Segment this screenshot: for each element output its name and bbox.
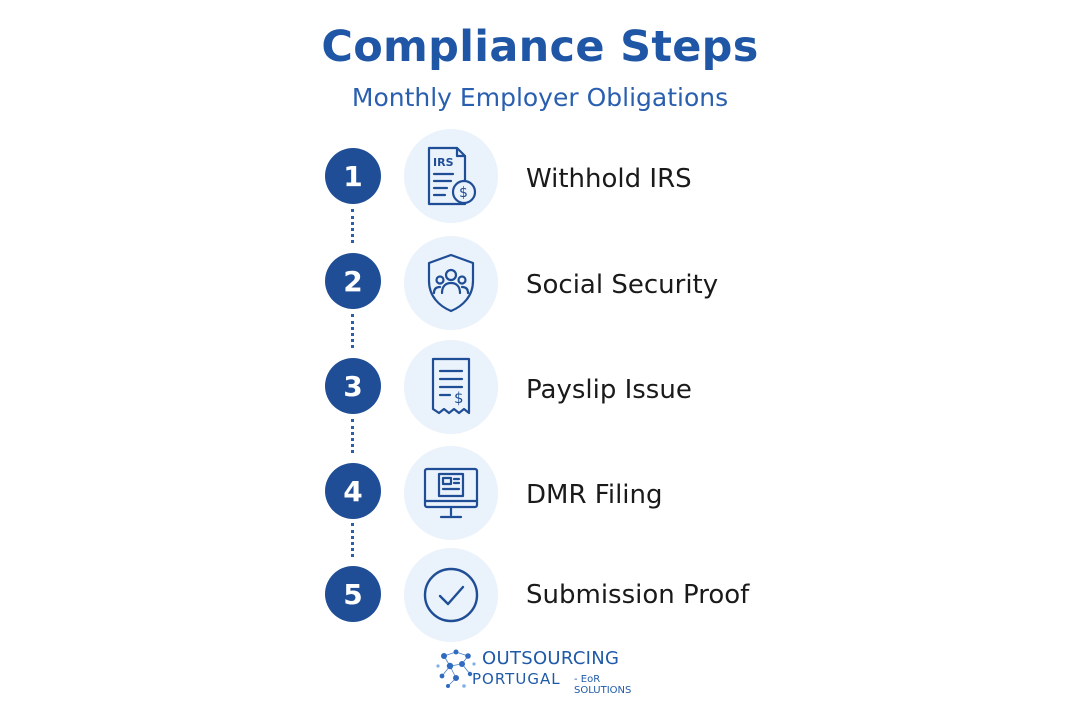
step-number-1: 1 [325,148,381,204]
step-number-5: 5 [325,566,381,622]
step-number-3: 3 [325,358,381,414]
step-connector [351,419,354,453]
step-icon-container-2 [404,236,498,330]
logo-text-outsourcing: OUTSOURCING [482,648,620,669]
shield-people-icon [419,251,483,315]
check-circle-icon [419,563,483,627]
step-label-5: Submission Proof [526,580,750,610]
step-icon-container-1 [404,129,498,223]
step-number-4: 4 [325,463,381,519]
svg-text:$: $ [459,185,468,201]
step-icon-container-4 [404,446,498,540]
step-number-2: 2 [325,253,381,309]
logo-text-eor: - EoR SOLUTIONS [574,674,632,696]
step-label-2: Social Security [526,270,719,300]
step-icon-container-3 [404,340,498,434]
page-subtitle: Monthly Employer Obligations [351,83,729,112]
receipt-icon [419,355,483,419]
svg-text:$: $ [454,389,464,407]
step-connector [351,523,354,557]
monitor-form-icon [419,461,483,525]
step-label-3: Payslip Issue [526,375,692,405]
logo-text-portugal: PORTUGAL [472,670,561,688]
irs-icon-text: IRS [433,156,454,169]
step-connector [351,314,354,348]
page-title: Compliance Steps [321,22,759,72]
step-icon-container-5 [404,548,498,642]
step-label-1: Withhold IRS [526,164,692,194]
irs-document-icon [419,144,483,208]
step-connector [351,209,354,243]
step-label-4: DMR Filing [526,480,663,510]
company-logo [434,646,654,710]
